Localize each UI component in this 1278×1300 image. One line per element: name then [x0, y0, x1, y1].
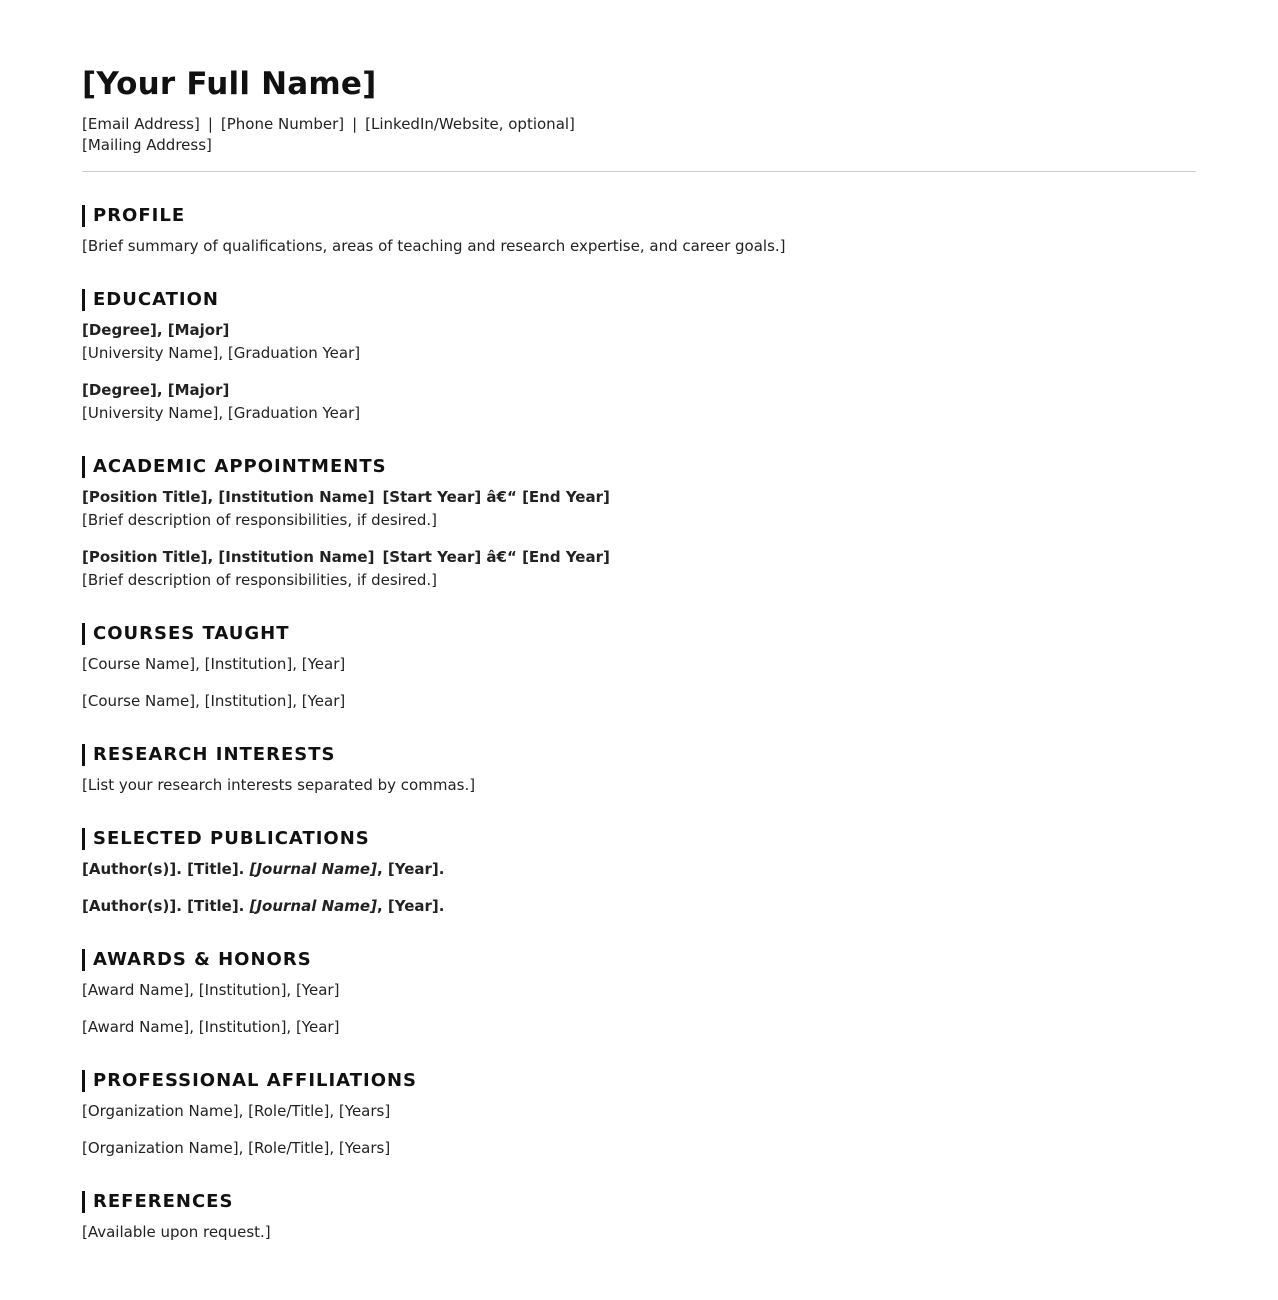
website: [LinkedIn/Website, optional] — [365, 115, 575, 133]
header-divider — [82, 171, 1196, 172]
appointment-heading — [82, 546, 1196, 568]
section-title: COURSES TAUGHT — [82, 623, 1196, 645]
courses-section — [82, 623, 1196, 712]
contact-separator: | — [352, 115, 358, 133]
appointment-years: [Start Year] â€“ [End Year] — [382, 488, 610, 506]
course-item — [82, 653, 1196, 675]
journal-name: [Journal Name] — [249, 897, 377, 915]
publication-item — [82, 895, 1196, 917]
publication-authors-title: [Author(s)]. [Title]. — [82, 897, 250, 915]
publication-item — [82, 858, 1196, 880]
course-text: [Course Name], [Institution], [Year] — [82, 692, 346, 710]
section-title: PROFESSIONAL AFFILIATIONS — [82, 1070, 1196, 1092]
section-title: ACADEMIC APPOINTMENTS — [82, 456, 1196, 478]
education-section — [82, 289, 1196, 424]
contact-line — [82, 114, 1196, 135]
appointment-description: [Brief description of responsibilities, if desired.] — [82, 511, 438, 529]
profile-section — [82, 205, 1196, 257]
section-title: RESEARCH INTERESTS — [82, 744, 1196, 766]
appointments-section — [82, 456, 1196, 591]
award-item — [82, 1016, 1196, 1038]
appointment-entry — [82, 546, 1196, 591]
award-text: [Award Name], [Institution], [Year] — [82, 981, 340, 999]
publication-authors-title: [Author(s)]. [Title]. — [82, 860, 250, 878]
award-text: [Award Name], [Institution], [Year] — [82, 1018, 340, 1036]
appointment-entry — [82, 486, 1196, 531]
affiliation-text: [Organization Name], [Role/Title], [Years] — [82, 1139, 391, 1157]
awards-section — [82, 949, 1196, 1038]
email-address: [Email Address] — [82, 115, 200, 133]
appointment-description: [Brief description of responsibilities, if desired.] — [82, 571, 438, 589]
references-text: [Available upon request.] — [82, 1223, 271, 1241]
section-title: EDUCATION — [82, 289, 1196, 311]
degree: [Degree], [Major] — [82, 321, 230, 339]
profile-summary: [Brief summary of qualifications, areas of teaching and research expertise, and career goals.] — [82, 237, 786, 255]
section-title: REFERENCES — [82, 1191, 1196, 1213]
university: [University Name], [Graduation Year] — [82, 344, 361, 362]
appointment-heading — [82, 486, 1196, 508]
position-title: [Position Title], [Institution Name] — [82, 488, 375, 506]
course-text: [Course Name], [Institution], [Year] — [82, 655, 346, 673]
appointment-years: [Start Year] â€“ [End Year] — [382, 548, 610, 566]
publications-section — [82, 828, 1196, 917]
education-entry — [82, 379, 1196, 424]
affiliation-item — [82, 1137, 1196, 1159]
affiliations-section — [82, 1070, 1196, 1159]
references-section — [82, 1191, 1196, 1243]
contact-separator: | — [207, 115, 213, 133]
affiliation-item — [82, 1100, 1196, 1122]
publication-year: , [Year]. — [376, 860, 445, 878]
research-section — [82, 744, 1196, 796]
journal-name: [Journal Name] — [249, 860, 377, 878]
degree: [Degree], [Major] — [82, 381, 230, 399]
phone-number: [Phone Number] — [220, 115, 345, 133]
publication-year: , [Year]. — [376, 897, 445, 915]
award-item — [82, 979, 1196, 1001]
publication-citation — [82, 858, 1196, 880]
section-title: PROFILE — [82, 205, 1196, 227]
mailing-address: [Mailing Address] — [82, 136, 212, 154]
course-item — [82, 690, 1196, 712]
publication-citation — [82, 895, 1196, 917]
section-title: SELECTED PUBLICATIONS — [82, 828, 1196, 850]
section-title: AWARDS & HONORS — [82, 949, 1196, 971]
position-title: [Position Title], [Institution Name] — [82, 548, 375, 566]
university: [University Name], [Graduation Year] — [82, 404, 361, 422]
affiliation-text: [Organization Name], [Role/Title], [Years] — [82, 1102, 391, 1120]
research-interests: [List your research interests separated by commas.] — [82, 776, 476, 794]
full-name: [Your Full Name] — [82, 66, 377, 102]
education-entry — [82, 319, 1196, 364]
